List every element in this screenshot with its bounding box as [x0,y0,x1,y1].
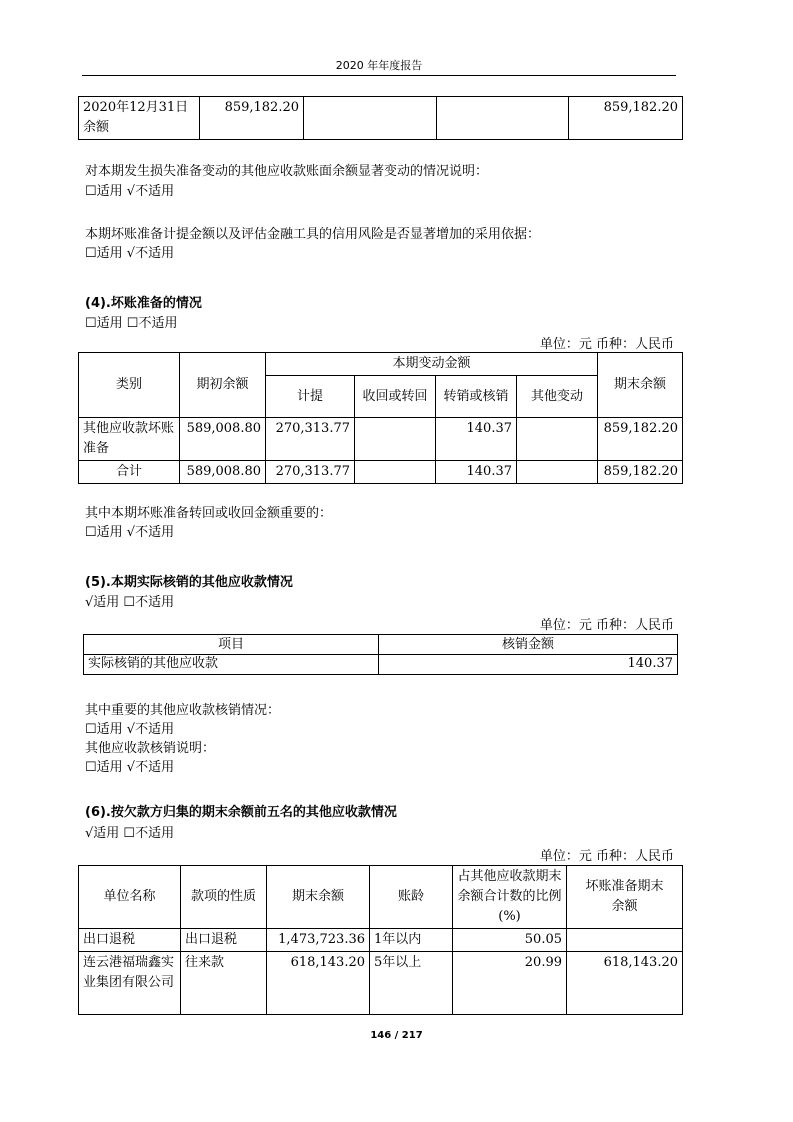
cell-age: 1年以内 [370,929,453,952]
top-five-debtors-table [78,865,683,1015]
applicability-option: √适用 ☐不适用 [85,595,175,610]
header-closing: 期末余额 [598,353,683,418]
table-row [84,655,678,675]
cell-nature: 往来款 [181,952,267,1015]
header-accrual: 计提 [266,376,355,418]
header-age: 账龄 [370,866,453,929]
note-text: 其中重要的其他应收款核销情况： [85,703,281,718]
applicability-option: ☐适用 √不适用 [85,246,175,261]
bad-debt-provision-table [78,352,683,484]
section-title: (5).本期实际核销的其他应收款情况 [85,575,293,590]
cell-amount: 140.37 [379,655,678,675]
table-row [79,952,683,1015]
cell-value: 859,182.20 [569,97,683,140]
applicability-option: ☐适用 √不适用 [85,184,175,199]
table-header-row [84,635,678,655]
unit-label: 单位：元 币种：人民币 [539,618,674,633]
cell-balance: 618,143.20 [267,952,370,1015]
note-text: 对本期发生损失准备变动的其他应收款账面余额显著变动的情况说明： [85,164,489,179]
applicability-option: ☐适用 √不适用 [85,760,175,775]
header-other: 其他变动 [517,376,598,418]
note-text: 本期坏账准备计提金额以及评估金融工具的信用风险是否显著增加的采用依据： [85,227,541,242]
cell-closing: 859,182.20 [598,418,683,461]
header-nature: 款项的性质 [181,866,267,929]
cell-opening: 589,008.80 [180,461,266,484]
cell-closing: 859,182.20 [598,461,683,484]
table-header-row [79,866,683,929]
header-category: 类别 [79,353,180,418]
top-balance-table [78,96,683,140]
cell-writeoff: 140.37 [436,461,517,484]
header-change: 本期变动金额 [266,353,598,376]
cell-recover [355,418,436,461]
cell-age: 5年以上 [370,952,453,1015]
cell-other [517,461,598,484]
cell-value [437,97,569,140]
cell-item: 实际核销的其他应收款 [84,655,379,675]
cell-value: 859,182.20 [200,97,304,140]
header-item: 项目 [84,635,379,655]
cell-writeoff: 140.37 [436,418,517,461]
table-row [79,97,683,140]
unit-label: 单位：元 币种：人民币 [539,849,674,864]
header-opening: 期初余额 [180,353,266,418]
table-row [79,418,683,461]
header-writeoff: 转销或核销 [436,376,517,418]
cell-ratio: 20.99 [453,952,567,1015]
cell-name: 出口退税 [79,929,181,952]
cell-category: 合计 [79,461,180,484]
header-divider [82,75,676,76]
table-row [79,929,683,952]
header-amount: 核销金额 [379,635,678,655]
applicability-option: ☐适用 √不适用 [85,722,175,737]
cell-opening: 589,008.80 [180,418,266,461]
section-title: (4).坏账准备的情况 [85,296,202,311]
cell-accrual: 270,313.77 [266,418,355,461]
cell-other [517,418,598,461]
section-title: (6).按欠款方归集的期末余额前五名的其他应收款情况 [85,805,397,820]
table-header-row [79,353,683,376]
header-balance: 期末余额 [267,866,370,929]
cell-nature: 出口退税 [181,929,267,952]
unit-label: 单位：元 币种：人民币 [539,337,674,352]
header-recover: 收回或转回 [355,376,436,418]
header-ratio: 占其他应收款期末余额合计数的比例(%) [453,866,567,929]
page-header: 2020 年年度报告 [335,59,423,72]
cell-recover [355,461,436,484]
cell-balance: 1,473,723.36 [267,929,370,952]
cell-ratio: 50.05 [453,929,567,952]
table-row [79,461,683,484]
applicability-option: √适用 ☐不适用 [85,826,175,841]
applicability-option: ☐适用 ☐不适用 [85,316,178,331]
header-provision: 坏账准备期末余额 [567,866,683,929]
header-name: 单位名称 [79,866,181,929]
written-off-table [83,634,678,675]
cell-provision [567,929,683,952]
cell-accrual: 270,313.77 [266,461,355,484]
note-text: 其他应收款核销说明： [85,741,216,756]
cell-category: 其他应收款坏账准备 [79,418,180,461]
applicability-option: ☐适用 √不适用 [85,525,175,540]
row-label: 2020年12月31日余额 [79,97,200,140]
cell-provision: 618,143.20 [567,952,683,1015]
cell-value [304,97,437,140]
cell-name: 连云港福瑞鑫实业集团有限公司 [79,952,181,1015]
page-number: 146 / 217 [370,1030,423,1041]
note-text: 其中本期坏账准备转回或收回金额重要的： [85,506,333,521]
